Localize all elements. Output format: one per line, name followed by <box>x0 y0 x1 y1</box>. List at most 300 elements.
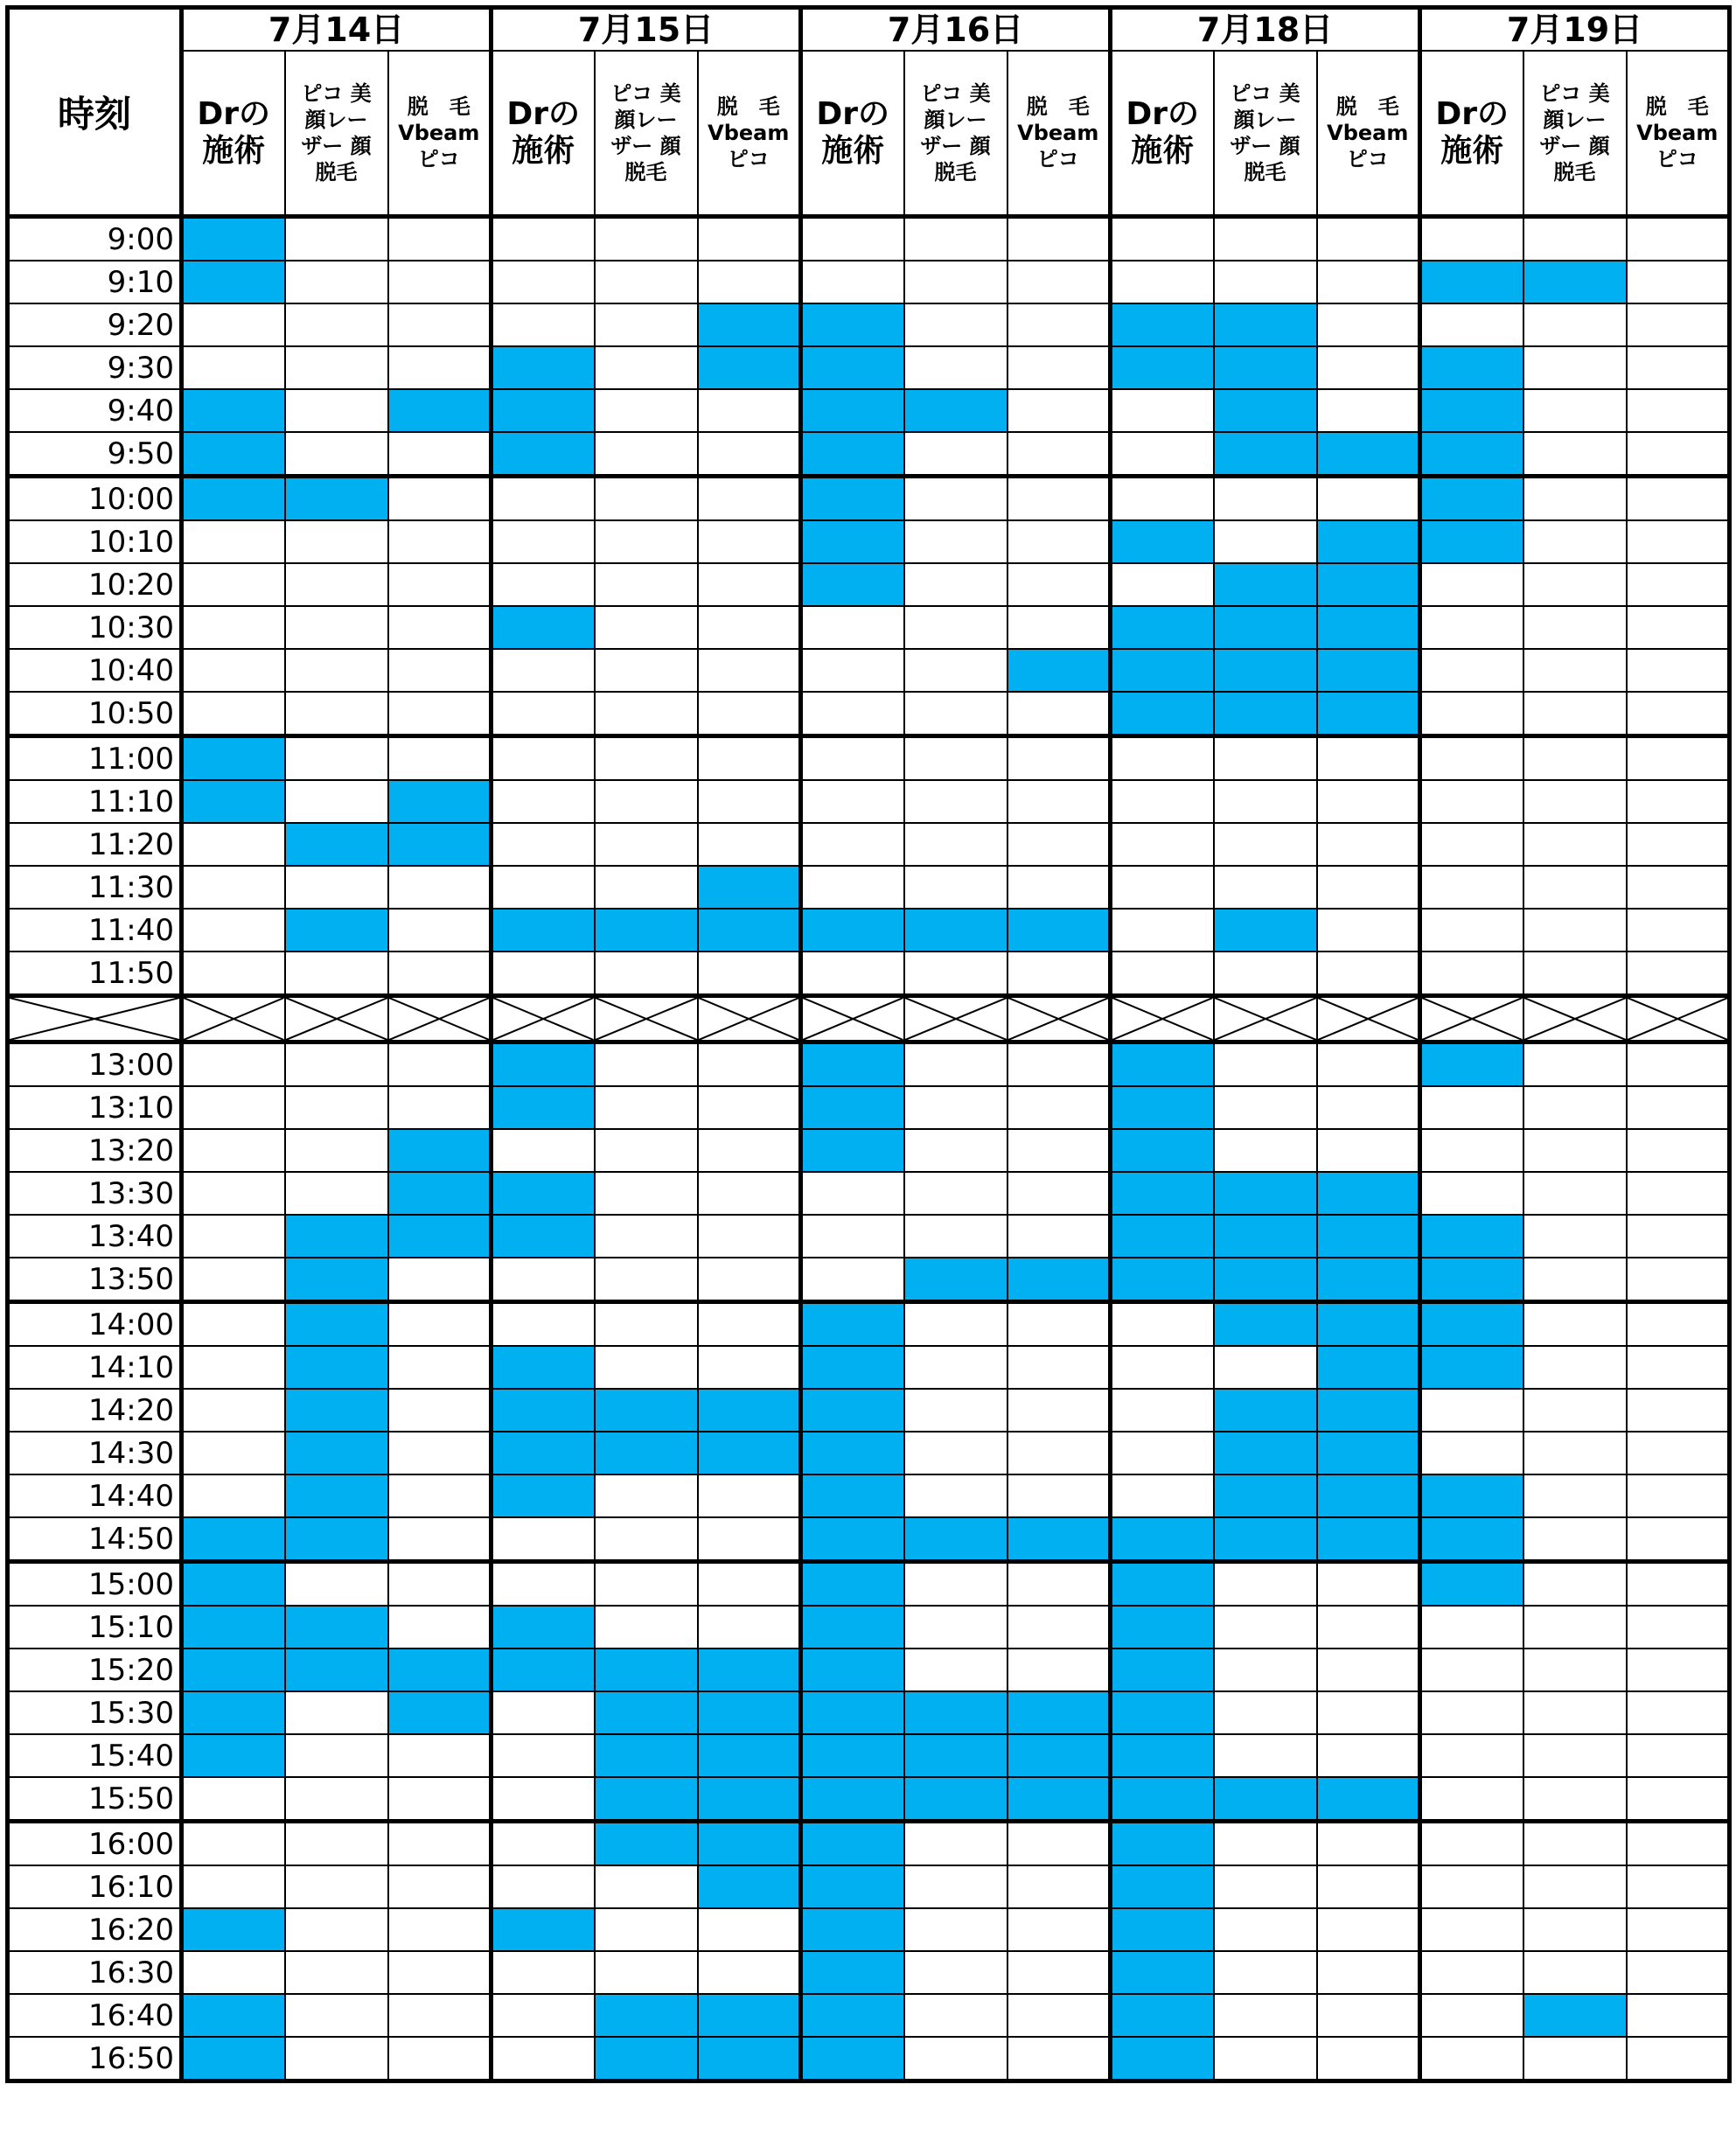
free-slot[interactable] <box>182 1215 285 1258</box>
free-slot[interactable] <box>1420 303 1523 346</box>
free-slot[interactable] <box>801 736 904 781</box>
free-slot[interactable] <box>904 606 1007 649</box>
booked-slot[interactable] <box>1317 1172 1420 1215</box>
booked-slot[interactable] <box>1007 1691 1111 1734</box>
free-slot[interactable] <box>388 736 492 781</box>
booked-slot[interactable] <box>492 1215 595 1258</box>
booked-slot[interactable] <box>801 346 904 389</box>
free-slot[interactable] <box>1214 866 1317 909</box>
booked-slot[interactable] <box>1420 346 1523 389</box>
free-slot[interactable] <box>698 1474 801 1517</box>
booked-slot[interactable] <box>1420 1346 1523 1389</box>
booked-slot[interactable] <box>1214 1474 1317 1517</box>
free-slot[interactable] <box>1214 2037 1317 2081</box>
booked-slot[interactable] <box>801 389 904 432</box>
free-slot[interactable] <box>904 2037 1007 2081</box>
free-slot[interactable] <box>1420 2037 1523 2081</box>
booked-slot[interactable] <box>182 477 285 521</box>
free-slot[interactable] <box>801 823 904 866</box>
free-slot[interactable] <box>595 520 698 563</box>
booked-slot[interactable] <box>285 1346 388 1389</box>
booked-slot[interactable] <box>1317 649 1420 692</box>
booked-slot[interactable] <box>1111 1172 1214 1215</box>
free-slot[interactable] <box>698 649 801 692</box>
booked-slot[interactable] <box>1111 1258 1214 1302</box>
free-slot[interactable] <box>1007 563 1111 606</box>
booked-slot[interactable] <box>1317 1215 1420 1258</box>
booked-slot[interactable] <box>1420 1042 1523 1087</box>
booked-slot[interactable] <box>1007 1517 1111 1562</box>
free-slot[interactable] <box>182 1042 285 1087</box>
free-slot[interactable] <box>1523 952 1627 996</box>
booked-slot[interactable] <box>492 1172 595 1215</box>
free-slot[interactable] <box>1317 477 1420 521</box>
free-slot[interactable] <box>1627 1865 1730 1908</box>
free-slot[interactable] <box>1627 389 1730 432</box>
booked-slot[interactable] <box>285 1302 388 1347</box>
booked-slot[interactable] <box>1111 303 1214 346</box>
free-slot[interactable] <box>1317 1129 1420 1172</box>
free-slot[interactable] <box>1627 952 1730 996</box>
free-slot[interactable] <box>388 909 492 952</box>
free-slot[interactable] <box>1420 1691 1523 1734</box>
free-slot[interactable] <box>388 1258 492 1302</box>
free-slot[interactable] <box>388 606 492 649</box>
free-slot[interactable] <box>904 1346 1007 1389</box>
free-slot[interactable] <box>285 1562 388 1607</box>
free-slot[interactable] <box>388 1086 492 1129</box>
free-slot[interactable] <box>1214 1994 1317 2037</box>
booked-slot[interactable] <box>182 1517 285 1562</box>
free-slot[interactable] <box>492 780 595 823</box>
free-slot[interactable] <box>1007 1822 1111 1866</box>
booked-slot[interactable] <box>904 1777 1007 1822</box>
free-slot[interactable] <box>904 346 1007 389</box>
free-slot[interactable] <box>492 477 595 521</box>
free-slot[interactable] <box>1627 1432 1730 1474</box>
free-slot[interactable] <box>698 823 801 866</box>
free-slot[interactable] <box>1420 692 1523 736</box>
free-slot[interactable] <box>1111 780 1214 823</box>
free-slot[interactable] <box>1007 1389 1111 1432</box>
free-slot[interactable] <box>1111 563 1214 606</box>
free-slot[interactable] <box>1523 1649 1627 1691</box>
free-slot[interactable] <box>285 952 388 996</box>
free-slot[interactable] <box>595 606 698 649</box>
free-slot[interactable] <box>285 1129 388 1172</box>
booked-slot[interactable] <box>492 1908 595 1951</box>
free-slot[interactable] <box>904 303 1007 346</box>
free-slot[interactable] <box>904 1172 1007 1215</box>
free-slot[interactable] <box>1420 649 1523 692</box>
free-slot[interactable] <box>1523 1908 1627 1951</box>
free-slot[interactable] <box>388 432 492 477</box>
free-slot[interactable] <box>1627 1777 1730 1822</box>
booked-slot[interactable] <box>1317 1474 1420 1517</box>
free-slot[interactable] <box>698 780 801 823</box>
free-slot[interactable] <box>595 1086 698 1129</box>
booked-slot[interactable] <box>698 2037 801 2081</box>
free-slot[interactable] <box>698 1172 801 1215</box>
free-slot[interactable] <box>1317 346 1420 389</box>
free-slot[interactable] <box>1523 909 1627 952</box>
free-slot[interactable] <box>595 1258 698 1302</box>
booked-slot[interactable] <box>492 1346 595 1389</box>
free-slot[interactable] <box>1007 2037 1111 2081</box>
booked-slot[interactable] <box>285 823 388 866</box>
free-slot[interactable] <box>1627 1908 1730 1951</box>
free-slot[interactable] <box>904 1042 1007 1087</box>
free-slot[interactable] <box>388 217 492 261</box>
free-slot[interactable] <box>1523 823 1627 866</box>
free-slot[interactable] <box>698 1517 801 1562</box>
booked-slot[interactable] <box>388 1691 492 1734</box>
free-slot[interactable] <box>388 303 492 346</box>
free-slot[interactable] <box>285 1908 388 1951</box>
free-slot[interactable] <box>1007 389 1111 432</box>
free-slot[interactable] <box>595 432 698 477</box>
free-slot[interactable] <box>698 563 801 606</box>
booked-slot[interactable] <box>1317 1389 1420 1432</box>
free-slot[interactable] <box>1523 1086 1627 1129</box>
free-slot[interactable] <box>595 1302 698 1347</box>
free-slot[interactable] <box>1627 563 1730 606</box>
booked-slot[interactable] <box>1317 1302 1420 1347</box>
free-slot[interactable] <box>1523 432 1627 477</box>
free-slot[interactable] <box>388 1734 492 1777</box>
booked-slot[interactable] <box>801 1129 904 1172</box>
booked-slot[interactable] <box>285 1474 388 1517</box>
free-slot[interactable] <box>388 1474 492 1517</box>
free-slot[interactable] <box>904 1994 1007 2037</box>
free-slot[interactable] <box>1214 477 1317 521</box>
booked-slot[interactable] <box>1111 1951 1214 1994</box>
free-slot[interactable] <box>1007 692 1111 736</box>
free-slot[interactable] <box>1627 1994 1730 2037</box>
booked-slot[interactable] <box>801 1432 904 1474</box>
booked-slot[interactable] <box>492 1042 595 1087</box>
free-slot[interactable] <box>1007 1302 1111 1347</box>
free-slot[interactable] <box>904 952 1007 996</box>
free-slot[interactable] <box>1214 1908 1317 1951</box>
free-slot[interactable] <box>492 563 595 606</box>
free-slot[interactable] <box>595 1606 698 1649</box>
booked-slot[interactable] <box>904 1258 1007 1302</box>
free-slot[interactable] <box>1214 1562 1317 1607</box>
free-slot[interactable] <box>182 1302 285 1347</box>
free-slot[interactable] <box>1523 1042 1627 1087</box>
booked-slot[interactable] <box>1317 1258 1420 1302</box>
free-slot[interactable] <box>182 563 285 606</box>
free-slot[interactable] <box>595 1908 698 1951</box>
free-slot[interactable] <box>904 1649 1007 1691</box>
free-slot[interactable] <box>1317 952 1420 996</box>
booked-slot[interactable] <box>285 909 388 952</box>
booked-slot[interactable] <box>1214 1777 1317 1822</box>
free-slot[interactable] <box>1627 1951 1730 1994</box>
free-slot[interactable] <box>1420 1777 1523 1822</box>
free-slot[interactable] <box>182 1346 285 1389</box>
free-slot[interactable] <box>698 217 801 261</box>
booked-slot[interactable] <box>1111 1865 1214 1908</box>
booked-slot[interactable] <box>595 1822 698 1866</box>
free-slot[interactable] <box>595 649 698 692</box>
free-slot[interactable] <box>595 823 698 866</box>
free-slot[interactable] <box>285 1822 388 1866</box>
free-slot[interactable] <box>1317 261 1420 303</box>
booked-slot[interactable] <box>1420 432 1523 477</box>
free-slot[interactable] <box>182 692 285 736</box>
free-slot[interactable] <box>1420 1649 1523 1691</box>
booked-slot[interactable] <box>595 909 698 952</box>
free-slot[interactable] <box>595 1562 698 1607</box>
free-slot[interactable] <box>698 1129 801 1172</box>
booked-slot[interactable] <box>698 1822 801 1866</box>
free-slot[interactable] <box>904 432 1007 477</box>
booked-slot[interactable] <box>595 1389 698 1432</box>
free-slot[interactable] <box>1627 1691 1730 1734</box>
booked-slot[interactable] <box>801 1389 904 1432</box>
free-slot[interactable] <box>182 1389 285 1432</box>
booked-slot[interactable] <box>285 1215 388 1258</box>
free-slot[interactable] <box>1214 1649 1317 1691</box>
free-slot[interactable] <box>1111 866 1214 909</box>
free-slot[interactable] <box>1007 1215 1111 1258</box>
free-slot[interactable] <box>698 389 801 432</box>
free-slot[interactable] <box>182 823 285 866</box>
booked-slot[interactable] <box>595 1432 698 1474</box>
free-slot[interactable] <box>1214 1129 1317 1172</box>
booked-slot[interactable] <box>1111 1734 1214 1777</box>
free-slot[interactable] <box>285 563 388 606</box>
free-slot[interactable] <box>1627 606 1730 649</box>
free-slot[interactable] <box>801 692 904 736</box>
booked-slot[interactable] <box>1111 1777 1214 1822</box>
free-slot[interactable] <box>1317 1822 1420 1866</box>
free-slot[interactable] <box>1523 1777 1627 1822</box>
booked-slot[interactable] <box>801 1734 904 1777</box>
free-slot[interactable] <box>1523 389 1627 432</box>
free-slot[interactable] <box>182 1172 285 1215</box>
free-slot[interactable] <box>492 217 595 261</box>
free-slot[interactable] <box>595 1474 698 1517</box>
booked-slot[interactable] <box>801 1042 904 1087</box>
free-slot[interactable] <box>1420 1432 1523 1474</box>
booked-slot[interactable] <box>1317 520 1420 563</box>
free-slot[interactable] <box>698 1346 801 1389</box>
booked-slot[interactable] <box>182 1691 285 1734</box>
free-slot[interactable] <box>1007 1865 1111 1908</box>
free-slot[interactable] <box>1007 1908 1111 1951</box>
free-slot[interactable] <box>388 261 492 303</box>
free-slot[interactable] <box>182 606 285 649</box>
free-slot[interactable] <box>801 649 904 692</box>
free-slot[interactable] <box>1627 780 1730 823</box>
booked-slot[interactable] <box>1214 1302 1317 1347</box>
booked-slot[interactable] <box>1214 1432 1317 1474</box>
free-slot[interactable] <box>1111 1346 1214 1389</box>
booked-slot[interactable] <box>182 432 285 477</box>
booked-slot[interactable] <box>595 2037 698 2081</box>
booked-slot[interactable] <box>285 1389 388 1432</box>
free-slot[interactable] <box>1007 780 1111 823</box>
free-slot[interactable] <box>1317 1086 1420 1129</box>
free-slot[interactable] <box>388 563 492 606</box>
free-slot[interactable] <box>1627 1346 1730 1389</box>
booked-slot[interactable] <box>1214 1517 1317 1562</box>
free-slot[interactable] <box>1317 389 1420 432</box>
free-slot[interactable] <box>1214 1951 1317 1994</box>
booked-slot[interactable] <box>1111 1822 1214 1866</box>
free-slot[interactable] <box>1523 606 1627 649</box>
free-slot[interactable] <box>1317 1691 1420 1734</box>
free-slot[interactable] <box>1317 823 1420 866</box>
free-slot[interactable] <box>1420 909 1523 952</box>
free-slot[interactable] <box>1627 1606 1730 1649</box>
booked-slot[interactable] <box>698 346 801 389</box>
free-slot[interactable] <box>1007 520 1111 563</box>
free-slot[interactable] <box>801 606 904 649</box>
free-slot[interactable] <box>1523 303 1627 346</box>
booked-slot[interactable] <box>1214 563 1317 606</box>
booked-slot[interactable] <box>285 1517 388 1562</box>
booked-slot[interactable] <box>182 2037 285 2081</box>
booked-slot[interactable] <box>801 520 904 563</box>
free-slot[interactable] <box>1317 1734 1420 1777</box>
booked-slot[interactable] <box>492 606 595 649</box>
free-slot[interactable] <box>1007 1346 1111 1389</box>
free-slot[interactable] <box>1627 1302 1730 1347</box>
booked-slot[interactable] <box>801 1346 904 1389</box>
free-slot[interactable] <box>182 346 285 389</box>
booked-slot[interactable] <box>1420 477 1523 521</box>
free-slot[interactable] <box>1523 477 1627 521</box>
free-slot[interactable] <box>1214 520 1317 563</box>
free-slot[interactable] <box>285 1734 388 1777</box>
free-slot[interactable] <box>1214 217 1317 261</box>
free-slot[interactable] <box>182 1129 285 1172</box>
free-slot[interactable] <box>1627 303 1730 346</box>
free-slot[interactable] <box>285 1777 388 1822</box>
free-slot[interactable] <box>1420 1172 1523 1215</box>
booked-slot[interactable] <box>492 432 595 477</box>
free-slot[interactable] <box>388 692 492 736</box>
free-slot[interactable] <box>1627 1129 1730 1172</box>
free-slot[interactable] <box>1007 736 1111 781</box>
booked-slot[interactable] <box>595 1994 698 2037</box>
booked-slot[interactable] <box>595 1649 698 1691</box>
booked-slot[interactable] <box>904 1734 1007 1777</box>
free-slot[interactable] <box>388 1517 492 1562</box>
free-slot[interactable] <box>1007 1432 1111 1474</box>
free-slot[interactable] <box>182 649 285 692</box>
free-slot[interactable] <box>595 1865 698 1908</box>
free-slot[interactable] <box>1317 1562 1420 1607</box>
free-slot[interactable] <box>1111 477 1214 521</box>
free-slot[interactable] <box>595 217 698 261</box>
booked-slot[interactable] <box>492 1086 595 1129</box>
free-slot[interactable] <box>492 692 595 736</box>
free-slot[interactable] <box>1627 1086 1730 1129</box>
booked-slot[interactable] <box>1317 1777 1420 1822</box>
free-slot[interactable] <box>1111 261 1214 303</box>
booked-slot[interactable] <box>698 1389 801 1432</box>
free-slot[interactable] <box>595 1172 698 1215</box>
free-slot[interactable] <box>1111 1474 1214 1517</box>
booked-slot[interactable] <box>1111 1215 1214 1258</box>
free-slot[interactable] <box>1214 1042 1317 1087</box>
free-slot[interactable] <box>1007 1649 1111 1691</box>
free-slot[interactable] <box>182 952 285 996</box>
free-slot[interactable] <box>904 1951 1007 1994</box>
booked-slot[interactable] <box>1214 606 1317 649</box>
free-slot[interactable] <box>904 1129 1007 1172</box>
booked-slot[interactable] <box>1420 1474 1523 1517</box>
booked-slot[interactable] <box>1214 432 1317 477</box>
free-slot[interactable] <box>1007 1562 1111 1607</box>
free-slot[interactable] <box>1111 389 1214 432</box>
free-slot[interactable] <box>1317 780 1420 823</box>
free-slot[interactable] <box>904 1822 1007 1866</box>
free-slot[interactable] <box>595 952 698 996</box>
free-slot[interactable] <box>904 261 1007 303</box>
free-slot[interactable] <box>698 1562 801 1607</box>
free-slot[interactable] <box>1007 1994 1111 2037</box>
free-slot[interactable] <box>1420 1129 1523 1172</box>
free-slot[interactable] <box>182 1086 285 1129</box>
free-slot[interactable] <box>1627 520 1730 563</box>
booked-slot[interactable] <box>1214 1215 1317 1258</box>
free-slot[interactable] <box>492 303 595 346</box>
booked-slot[interactable] <box>1111 1606 1214 1649</box>
free-slot[interactable] <box>595 692 698 736</box>
free-slot[interactable] <box>492 1865 595 1908</box>
free-slot[interactable] <box>1317 736 1420 781</box>
booked-slot[interactable] <box>1111 1908 1214 1951</box>
free-slot[interactable] <box>1627 649 1730 692</box>
free-slot[interactable] <box>285 736 388 781</box>
free-slot[interactable] <box>904 1474 1007 1517</box>
free-slot[interactable] <box>1627 692 1730 736</box>
free-slot[interactable] <box>492 866 595 909</box>
free-slot[interactable] <box>1627 432 1730 477</box>
booked-slot[interactable] <box>698 1649 801 1691</box>
booked-slot[interactable] <box>182 780 285 823</box>
free-slot[interactable] <box>1420 1389 1523 1432</box>
booked-slot[interactable] <box>182 1606 285 1649</box>
booked-slot[interactable] <box>801 1562 904 1607</box>
booked-slot[interactable] <box>492 1389 595 1432</box>
free-slot[interactable] <box>904 217 1007 261</box>
free-slot[interactable] <box>904 1215 1007 1258</box>
booked-slot[interactable] <box>285 1432 388 1474</box>
booked-slot[interactable] <box>492 1649 595 1691</box>
free-slot[interactable] <box>904 823 1007 866</box>
booked-slot[interactable] <box>1317 1517 1420 1562</box>
free-slot[interactable] <box>595 1346 698 1389</box>
booked-slot[interactable] <box>595 1734 698 1777</box>
free-slot[interactable] <box>1523 563 1627 606</box>
free-slot[interactable] <box>698 1951 801 1994</box>
free-slot[interactable] <box>182 1474 285 1517</box>
free-slot[interactable] <box>801 1258 904 1302</box>
booked-slot[interactable] <box>1317 692 1420 736</box>
free-slot[interactable] <box>388 1822 492 1866</box>
booked-slot[interactable] <box>801 303 904 346</box>
free-slot[interactable] <box>1523 649 1627 692</box>
booked-slot[interactable] <box>1007 649 1111 692</box>
booked-slot[interactable] <box>285 477 388 521</box>
